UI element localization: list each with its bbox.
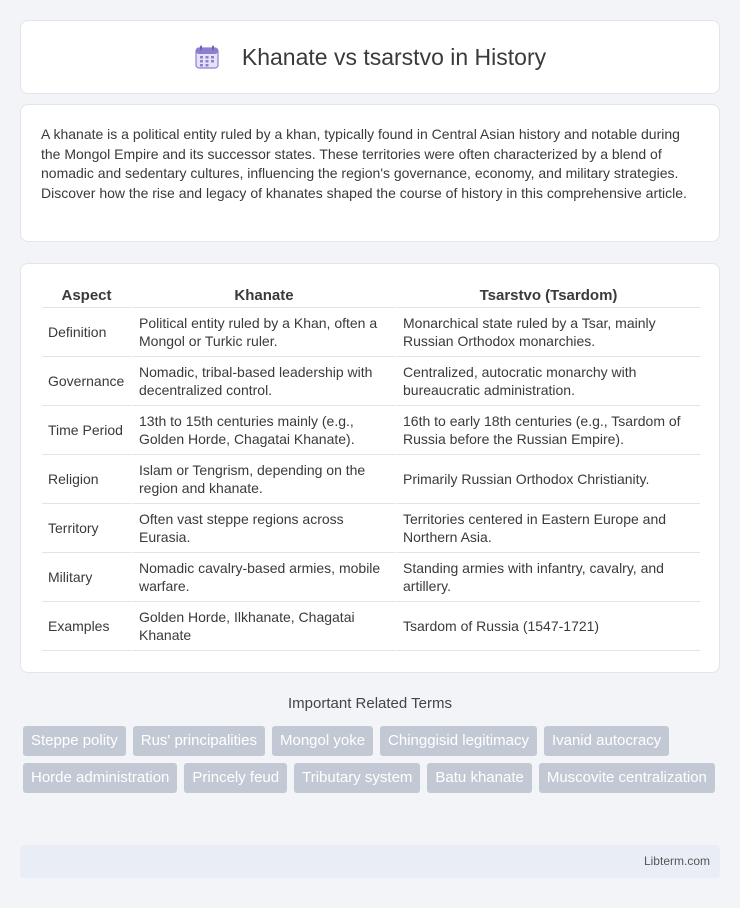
- header-khanate: Khanate: [131, 284, 395, 308]
- row-tsarstvo: Centralized, autocratic monarchy with bureaucratic administration.: [395, 357, 700, 406]
- related-term-tag[interactable]: Batu khanate: [427, 763, 531, 793]
- table-row: [42, 553, 700, 602]
- row-aspect: Examples: [42, 602, 131, 651]
- related-term-tag[interactable]: Muscovite centralization: [539, 763, 715, 793]
- related-term-tag[interactable]: Ivanid autocracy: [544, 726, 669, 756]
- row-aspect: Time Period: [42, 406, 131, 455]
- related-term-tag[interactable]: Rus' principalities: [133, 726, 265, 756]
- row-aspect: Religion: [42, 455, 131, 504]
- row-tsarstvo: Tsardom of Russia (1547-1721): [395, 602, 700, 651]
- related-term-tag[interactable]: Steppe polity: [23, 726, 126, 756]
- header-card: [20, 20, 720, 94]
- page-title: Khanate vs tsarstvo in History: [241, 43, 547, 70]
- row-khanate: 13th to 15th centuries mainly (e.g., Golden Horde, Chagatai Khanate).: [131, 406, 395, 455]
- related-term-tag[interactable]: Tributary system: [294, 763, 420, 793]
- table-header-row: [42, 284, 700, 308]
- table-row: [42, 455, 700, 504]
- intro-text: A khanate is a political entity ruled by a khan, typically found in Central Asian history and notable during the Mongol Empire and its successor states. These territories were often characterized by a blend of nomadic and sedentary cultures, influencing the region's governance, economy, and military strategies. Discover how the rise and legacy of khanates shaped the course of history in this comprehensive article.: [41, 126, 687, 201]
- row-tsarstvo: Primarily Russian Orthodox Christianity.: [395, 455, 700, 504]
- table-row: [42, 602, 700, 651]
- comparison-table: [42, 284, 700, 651]
- header-tsarstvo: Tsarstvo (Tsardom): [395, 284, 700, 308]
- row-tsarstvo: 16th to early 18th centuries (e.g., Tsardom of Russia before the Russian Empire).: [395, 406, 700, 455]
- related-term-tag[interactable]: Mongol yoke: [272, 726, 373, 756]
- row-khanate: Nomadic cavalry-based armies, mobile warfare.: [131, 553, 395, 602]
- related-terms-title: Important Related Terms: [288, 695, 452, 712]
- related-term-tag[interactable]: Chinggisid legitimacy: [380, 726, 537, 756]
- row-tsarstvo: Territories centered in Eastern Europe and Northern Asia.: [395, 504, 700, 553]
- row-khanate: Political entity ruled by a Khan, often a Mongol or Turkic ruler.: [131, 308, 395, 357]
- row-tsarstvo: Monarchical state ruled by a Tsar, mainly Russian Orthodox monarchies.: [395, 308, 700, 357]
- related-term-tag[interactable]: Princely feud: [184, 763, 287, 793]
- table-row: [42, 357, 700, 406]
- related-terms-list: [23, 726, 723, 793]
- calendar-icon: [194, 44, 220, 70]
- row-aspect: Military: [42, 553, 131, 602]
- row-khanate: Golden Horde, Ilkhanate, Chagatai Khanate: [131, 602, 395, 651]
- table-row: [42, 504, 700, 553]
- intro-card: [20, 104, 720, 242]
- row-khanate: Nomadic, tribal-based leadership with decentralized control.: [131, 357, 395, 406]
- related-term-tag[interactable]: Horde administration: [23, 763, 177, 793]
- header-aspect: Aspect: [42, 284, 131, 308]
- table-row: [42, 406, 700, 455]
- footer: [20, 845, 720, 878]
- footer-site-link[interactable]: Libterm.com: [643, 854, 710, 868]
- row-aspect: Governance: [42, 357, 131, 406]
- row-khanate: Often vast steppe regions across Eurasia.: [131, 504, 395, 553]
- table-row: [42, 308, 700, 357]
- row-khanate: Islam or Tengrism, depending on the region and khanate.: [131, 455, 395, 504]
- comparison-table-card: [20, 263, 720, 673]
- row-tsarstvo: Standing armies with infantry, cavalry, and artillery.: [395, 553, 700, 602]
- row-aspect: Territory: [42, 504, 131, 553]
- row-aspect: Definition: [42, 308, 131, 357]
